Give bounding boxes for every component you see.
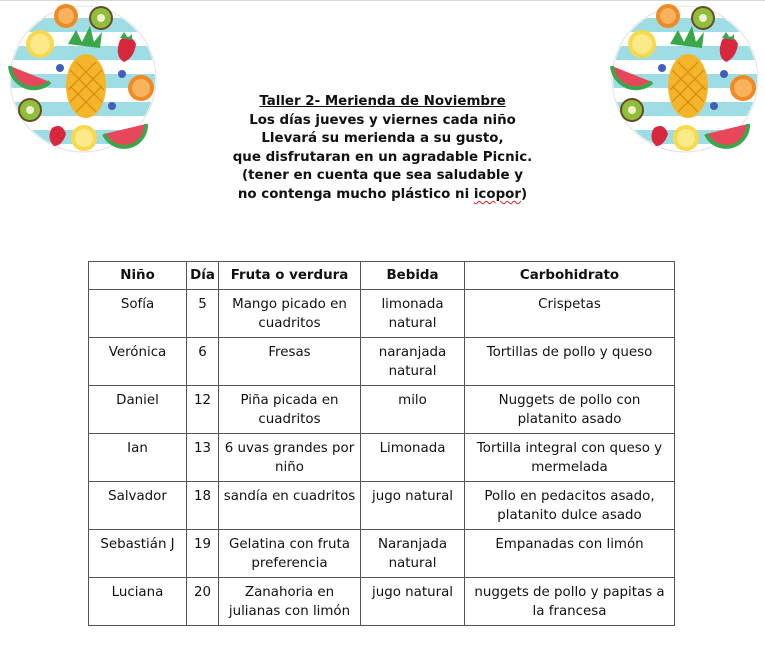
fruit-plate-icon [8, 4, 158, 154]
column-header-child: Niño [89, 262, 187, 290]
cell-carb: nuggets de pollo y papitas a la francesa [465, 578, 675, 626]
heading-line: Llevará su merienda a su gusto, [261, 131, 504, 147]
snack-schedule-table [88, 261, 675, 626]
page-title: Taller 2- Merienda de Noviembre [259, 94, 506, 109]
cell-drink: milo [361, 386, 465, 434]
heading-line: (tener en cuenta que sea saludable y [242, 168, 523, 184]
cell-child: Ian [89, 434, 187, 482]
heading-text: ) [520, 186, 528, 202]
heading-line: Los días jueves y viernes cada niño [249, 112, 516, 128]
cell-drink: jugo natural [361, 578, 465, 626]
heading-line: que disfrutaran en un agradable Picnic. [232, 149, 533, 165]
table-row [89, 338, 675, 386]
cell-carb: Empanadas con limón [465, 530, 675, 578]
cell-carb: Crispetas [465, 290, 675, 338]
cell-day: 6 [187, 338, 219, 386]
cell-drink: Naranjada natural [361, 530, 465, 578]
cell-child: Daniel [89, 386, 187, 434]
cell-carb: Nuggets de pollo con platanito asado [465, 386, 675, 434]
cell-fruit: Piña picada en cuadritos [219, 386, 361, 434]
cell-child: Luciana [89, 578, 187, 626]
fruit-plate-icon [610, 4, 760, 154]
cell-day: 20 [187, 578, 219, 626]
heading-text: no contenga mucho plástico ni [237, 186, 474, 202]
table-row [89, 578, 675, 626]
cell-fruit: Fresas [219, 338, 361, 386]
cell-day: 19 [187, 530, 219, 578]
cell-fruit: sandía en cuadritos [219, 482, 361, 530]
cell-child: Salvador [89, 482, 187, 530]
cell-fruit: Gelatina con fruta preferencia [219, 530, 361, 578]
table-row [89, 386, 675, 434]
cell-carb: Pollo en pedacitos asado, platanito dulce asado [465, 482, 675, 530]
cell-carb: Tortillas de pollo y queso [465, 338, 675, 386]
table-row [89, 530, 675, 578]
cell-day: 12 [187, 386, 219, 434]
cell-fruit: Mango picado en cuadritos [219, 290, 361, 338]
spellcheck-flagged-word[interactable]: icopor [473, 186, 521, 202]
cell-day: 13 [187, 434, 219, 482]
column-header-fruit: Fruta o verdura [219, 262, 361, 290]
cell-fruit: Zanahoria en julianas con limón [219, 578, 361, 626]
cell-drink: jugo natural [361, 482, 465, 530]
cell-day: 5 [187, 290, 219, 338]
column-header-day: Día [187, 262, 219, 290]
top-rule [0, 0, 765, 1]
table-row [89, 482, 675, 530]
table-header-row [89, 262, 675, 290]
table-row [89, 290, 675, 338]
heading-line [180, 186, 585, 205]
cell-drink: limonada natural [361, 290, 465, 338]
table-row [89, 434, 675, 482]
cell-child: Sofía [89, 290, 187, 338]
cell-day: 18 [187, 482, 219, 530]
cell-child: Verónica [89, 338, 187, 386]
heading-block [180, 93, 585, 205]
column-header-drink: Bebida [361, 262, 465, 290]
cell-fruit: 6 uvas grandes por niño [219, 434, 361, 482]
cell-carb: Tortilla integral con queso y mermelada [465, 434, 675, 482]
cell-drink: naranjada natural [361, 338, 465, 386]
cell-drink: Limonada [361, 434, 465, 482]
column-header-carb: Carbohidrato [465, 262, 675, 290]
cell-child: Sebastián J [89, 530, 187, 578]
